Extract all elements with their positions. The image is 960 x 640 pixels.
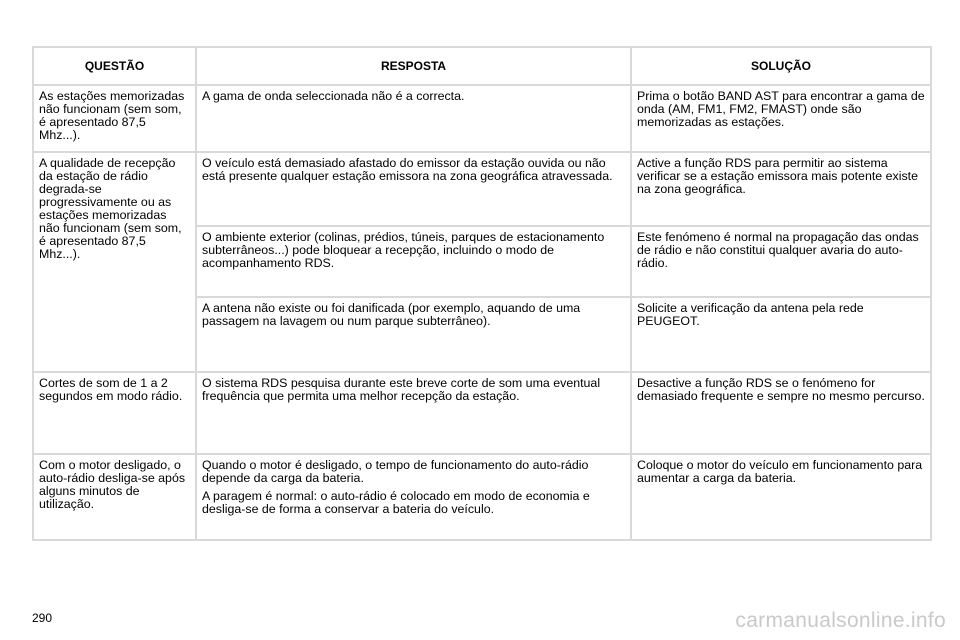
- solution-cell: Desactive a função RDS se o fenómeno for demasiado frequente e sempre no mesmo percurso.: [631, 372, 931, 454]
- answer-cell: [196, 454, 631, 540]
- question-cell: As estações memorizadas não funcionam (sem som, é apresentado 87,5 Mhz...).: [33, 85, 196, 152]
- faq-table: [32, 46, 932, 541]
- answer-cell: [196, 372, 631, 454]
- header-solution: SOLUÇÃO: [631, 47, 931, 85]
- table-row: [33, 152, 931, 226]
- answer-text: A gama de onda seleccionada não é a correcta.: [202, 89, 465, 103]
- solution-cell: Active a função RDS para permitir ao sistema verificar se a estação emissora mais potente existe na zona geográfica.: [631, 152, 931, 226]
- table-row: [33, 454, 931, 540]
- table-row: [33, 85, 931, 152]
- answer-text: A antena não existe ou foi danificada (por exemplo, aquando de uma passagem na lavagem ou num parque subterrâneo).: [202, 301, 581, 328]
- answer-cell: [196, 297, 631, 372]
- header-row: [33, 47, 931, 85]
- header-question: QUESTÃO: [33, 47, 196, 85]
- answer-cell: [196, 226, 631, 297]
- page-number: 290: [32, 611, 53, 625]
- solution-cell: Prima o botão BAND AST para encontrar a gama de onda (AM, FM1, FM2, FMAST) onde são memorizadas as estações.: [631, 85, 931, 152]
- question-cell: A qualidade de recepção da estação de rádio degrada-se progressivamente ou as estações memorizadas não funcionam (sem som, é apresentado 87,5 Mhz...).: [33, 152, 196, 372]
- watermark: carmanualsonline.info: [735, 609, 946, 632]
- answer-text: Quando o motor é desligado, o tempo de funcionamento do auto-rádio depende da carga da bateria.: [202, 458, 589, 485]
- question-cell: Com o motor desligado, o auto-rádio desliga-se após alguns minutos de utilização.: [33, 454, 196, 540]
- solution-cell: Solicite a verificação da antena pela rede PEUGEOT.: [631, 297, 931, 372]
- answer-text: A paragem é normal: o auto-rádio é colocado em modo de economia e desliga-se de forma a conservar a bateria do veículo.: [202, 489, 590, 516]
- header-answer: RESPOSTA: [196, 47, 631, 85]
- question-cell: Cortes de som de 1 a 2 segundos em modo rádio.: [33, 372, 196, 454]
- answer-text: O sistema RDS pesquisa durante este breve corte de som uma eventual frequência que permita uma melhor recepção da estação.: [202, 376, 601, 403]
- answer-cell: [196, 85, 631, 152]
- answer-text: O ambiente exterior (colinas, prédios, túneis, parques de estacionamento subterrâneos...) pode bloquear a recepção, incluindo o modo de acompanhamento RDS.: [202, 230, 605, 270]
- solution-cell: Este fenómeno é normal na propagação das ondas de rádio e não constitui qualquer avaria do auto-rádio.: [631, 226, 931, 297]
- table-row: [33, 372, 931, 454]
- answer-text: O veículo está demasiado afastado do emissor da estação ouvida ou não está presente qualquer estação emissora na zona geográfica atravessada.: [202, 156, 613, 183]
- answer-cell: [196, 152, 631, 226]
- solution-cell: Coloque o motor do veículo em funcionamento para aumentar a carga da bateria.: [631, 454, 931, 540]
